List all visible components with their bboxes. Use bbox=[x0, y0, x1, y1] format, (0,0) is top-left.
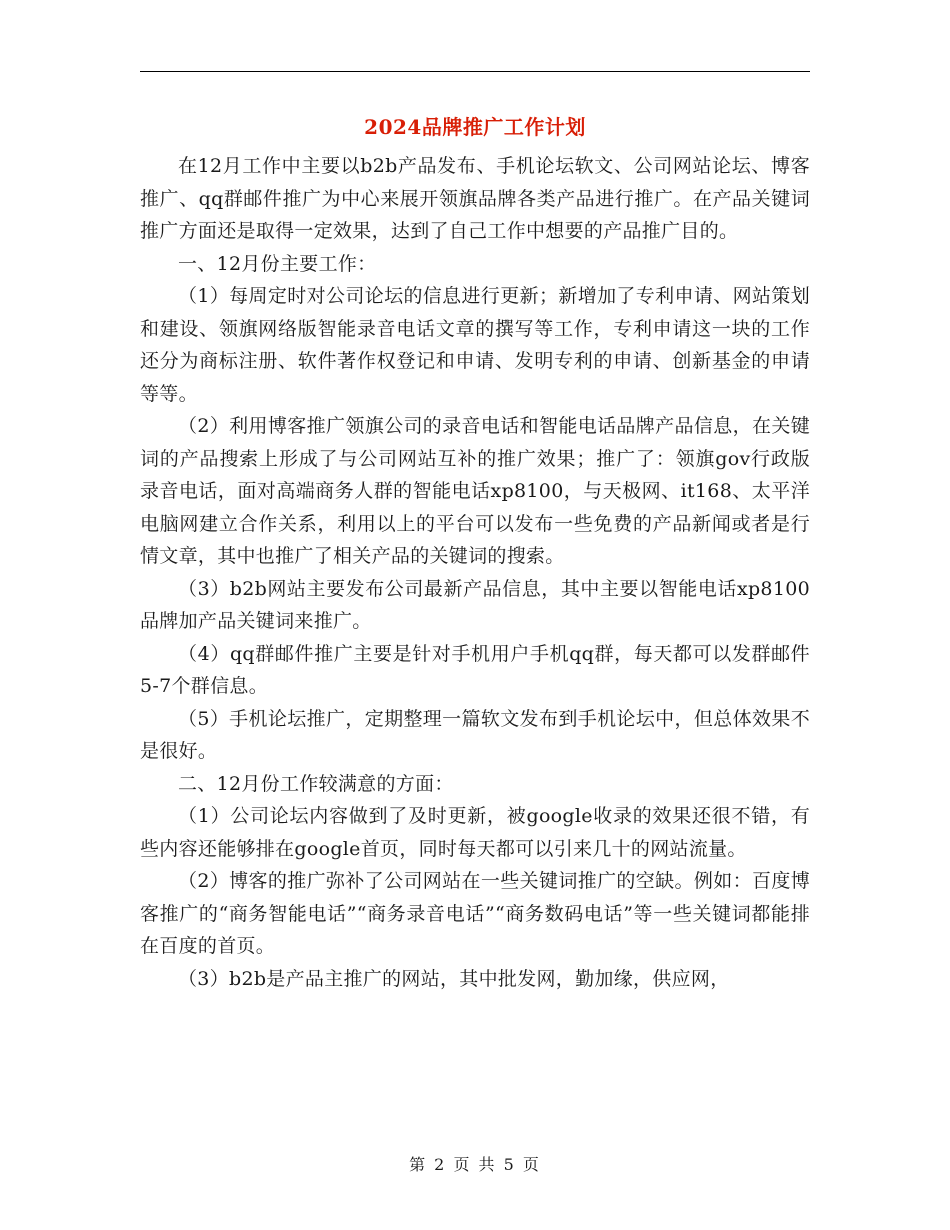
paragraph-item-2: （2）利用博客推广领旗公司的录音电话和智能电话品牌产品信息，在关键词的产品搜索上形成了与公司网站互补的推广效果；推广了：领旗gov行政版录音电话，面对高端商务人群的智能电话xp8100，与天极网、it168、太平洋电脑网建立合作关系，利用以上的平台可以发布一些免费的产品新闻或者是行情文章，其中也推广了相关产品的关键词的搜索。 bbox=[140, 415, 810, 567]
document-body bbox=[140, 150, 810, 995]
section-heading-satisfied: 二、12月份工作较满意的方面： bbox=[178, 772, 454, 795]
paragraph-item-5: （5）手机论坛推广，定期整理一篇软文发布到手机论坛中，但总体效果不是很好。 bbox=[140, 707, 810, 762]
paragraph-item-1: （1）每周定时对公司论坛的信息进行更新；新增加了专利申请、网站策划和建设、领旗网络版智能录音电话文章的撰写等工作，专利申请这一块的工作还分为商标注册、软件著作权登记和申请、发明专利的申请、创新基金的申请等等。 bbox=[140, 285, 810, 405]
document-title: 2024品牌推广工作计划 bbox=[364, 115, 586, 139]
paragraph-satisfied-2: （2）博客的推广弥补了公司网站在一些关键词推广的空缺。例如：百度博客推广的“商务智能电话”“商务录音电话”“商务数码电话”等一些关键词都能排在百度的首页。 bbox=[140, 870, 810, 957]
paragraph-intro: 在12月工作中主要以b2b产品发布、手机论坛软文、公司网站论坛、博客推广、qq群邮件推广为中心来展开领旗品牌各类产品进行推广。在产品关键词推广方面还是取得一定效果，达到了自己工作中想要的产品推广目的。 bbox=[140, 155, 810, 242]
paragraph-item-4: （4）qq群邮件推广主要是针对手机用户手机qq群，每天都可以发群邮件5-7个群信息。 bbox=[140, 642, 810, 697]
paragraph-item-3: （3）b2b网站主要发布公司最新产品信息，其中主要以智能电话xp8100品牌加产品关键词来推广。 bbox=[140, 577, 810, 632]
header-rule bbox=[140, 71, 810, 72]
section-heading-main-work: 一、12月份主要工作： bbox=[178, 252, 377, 275]
paragraph-satisfied-3: （3）b2b是产品主推广的网站，其中批发网，勤加缘，供应网， bbox=[178, 967, 730, 990]
page-number-footer: 第 2 页 共 5 页 bbox=[409, 1155, 541, 1174]
paragraph-satisfied-1: （1）公司论坛内容做到了及时更新，被google收录的效果还很不错，有些内容还能够排在google首页，同时每天都可以引来几十的网站流量。 bbox=[140, 805, 810, 860]
